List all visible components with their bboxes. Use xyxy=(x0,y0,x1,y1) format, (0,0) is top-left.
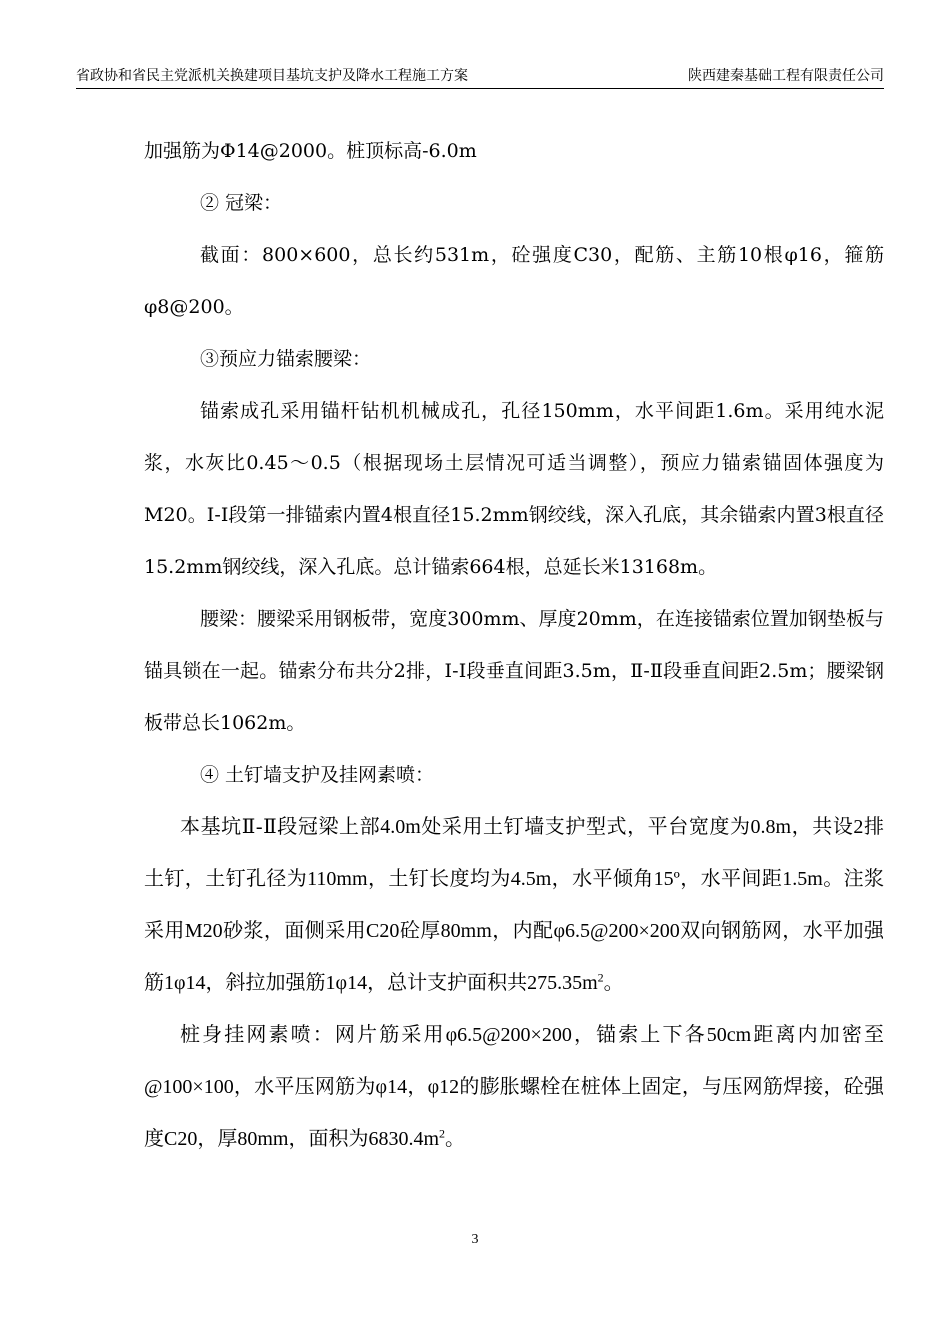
heading-soil-nail-wall: ④ 土钉墙支护及挂网素喷： xyxy=(200,764,435,786)
area-unit-superscript: 2 xyxy=(597,970,604,985)
heading-crown-beam: ② 冠梁： xyxy=(200,192,283,214)
document-body xyxy=(144,125,884,1165)
paragraph-soil-nail-wall-text: 本基坑Ⅱ-Ⅱ段冠梁上部4.0m处采用土钉墙支护型式，平台宽度为0.8m，共设2排土钉，土钉孔径为110mm，土钉长度均为4.5m，水平倾角15º，水平间距1.5m。注浆采用M20砂浆，面侧采用C20砼厚80mm，内配φ6.5@200×200双向钢筋网，水平加强筋1φ14，斜拉加强筋1φ14，总计支护面积共275.35m xyxy=(144,816,884,994)
paragraph-soil-nail-wall xyxy=(144,801,884,1009)
heading-anchor-waist-beam: ③预应力锚索腰梁： xyxy=(200,348,372,370)
page-number: 3 xyxy=(471,1232,479,1247)
header-company-name: 陕西建秦基础工程有限责任公司 xyxy=(688,68,884,84)
page-header xyxy=(76,64,884,89)
header-project-title: 省政协和省民主党派机关换建项目基坑支护及降水工程施工方案 xyxy=(76,68,468,84)
paragraph-crown-beam-section: 截面：800×600，总长约531m，砼强度C30，配筋、主筋10根φ16，箍筋φ8@200。 xyxy=(144,244,884,318)
paragraph-waist-beam: 腰梁：腰梁采用钢板带，宽度300mm、厚度20mm，在连接锚索位置加钢垫板与锚具锁在一起。锚索分布共分2排，Ⅰ-Ⅰ段垂直间距3.5m，Ⅱ-Ⅱ段垂直间距2.5m；腰梁钢板带总长1062m。 xyxy=(144,608,884,734)
paragraph-pile-mesh-spray xyxy=(144,1009,884,1165)
paragraph-anchor-cable: 锚索成孔采用锚杆钻机机械成孔，孔径150mm，水平间距1.6m。采用纯水泥浆，水灰比0.45～0.5（根据现场土层情况可适当调整），预应力锚索锚固体强度为M20。Ⅰ-Ⅰ段第一排锚索内置4根直径15.2mm钢绞线，深入孔底，其余锚索内置3根直径15.2mm钢绞线，深入孔底。总计锚索664根，总延长米13168m。 xyxy=(144,400,884,578)
paragraph-reinforcement: 加强筋为Φ14@2000。桩顶标高-6.0m xyxy=(144,140,477,162)
area-unit-superscript: 2 xyxy=(439,1126,446,1141)
paragraph-soil-nail-wall-end: 。 xyxy=(603,972,624,994)
paragraph-pile-mesh-spray-text: 桩身挂网素喷：网片筋采用φ6.5@200×200，锚索上下各50cm距离内加密至@100×100，水平压网筋为φ14，φ12的膨胀螺栓在桩体上固定，与压网筋焊接，砼强度C20，厚80mm，面积为6830.4m xyxy=(144,1024,884,1150)
paragraph-pile-mesh-spray-end: 。 xyxy=(445,1128,466,1150)
